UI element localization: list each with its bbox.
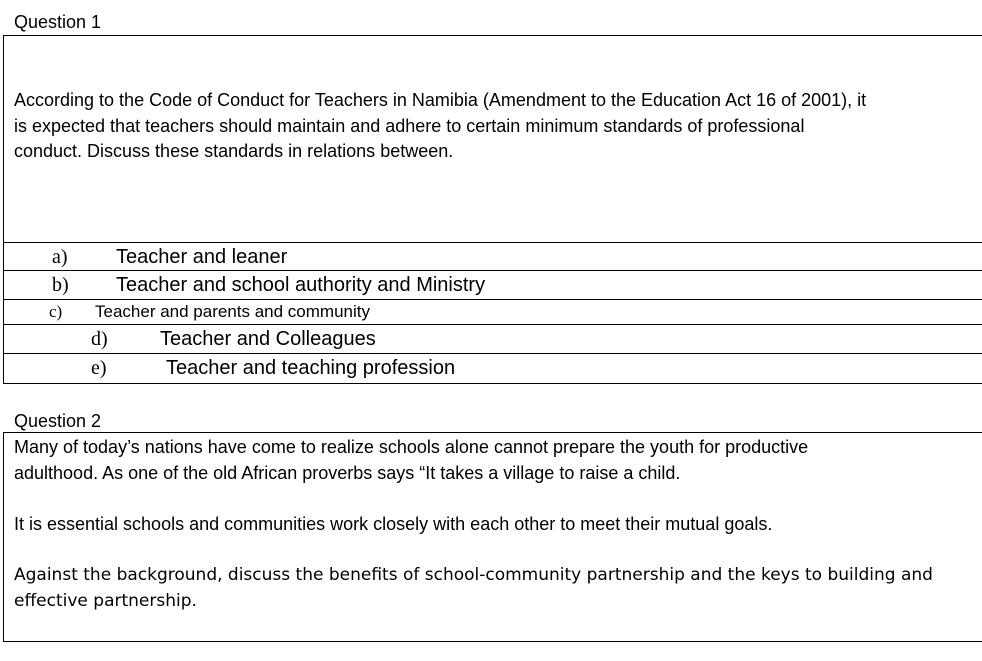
prompt-line: is expected that teachers should maintain and adhere to certain minimum standards of professional: [14, 115, 805, 136]
item-letter: e): [91, 357, 107, 379]
prompt-line: conduct. Discuss these standards in relations between.: [14, 141, 454, 161]
item-text: Teacher and parents and community: [95, 302, 370, 321]
question-2-box: [3, 432, 982, 642]
question-1-box: [3, 35, 982, 384]
item-letter: a): [52, 246, 68, 268]
list-item: [4, 242, 982, 271]
item-text: Teacher and leaner: [116, 246, 288, 268]
list-item: [4, 353, 982, 384]
item-letter: b): [52, 274, 69, 296]
question-2-paragraph-2: It is essential schools and communities work closely with each other to meet their mutual goals.: [14, 514, 773, 534]
list-item: [4, 324, 982, 354]
item-text: Teacher and teaching profession: [166, 357, 456, 379]
question-1-prompt: [14, 88, 866, 165]
item-letter: d): [91, 328, 108, 350]
item-text: Teacher and school authority and Ministry: [116, 274, 486, 296]
paragraph-line: adulthood. As one of the old African proverbs says “It takes a village to raise a child.: [14, 462, 681, 483]
item-text: Teacher and Colleagues: [160, 328, 376, 350]
paragraph-line: Many of today’s nations have come to realize schools alone cannot prepare the youth for productive: [14, 437, 809, 457]
list-item: [4, 270, 982, 300]
question-2-paragraph-3: [14, 563, 933, 614]
item-letter: c): [49, 302, 63, 321]
question-2-heading: Question 2: [14, 411, 102, 431]
question-1-heading: Question 1: [14, 12, 102, 32]
list-item: [4, 299, 982, 325]
paragraph-line: effective partnership.: [14, 590, 197, 611]
question-2-paragraph-1: [14, 435, 808, 486]
prompt-line: According to the Code of Conduct for Teachers in Namibia (Amendment to the Education Act 16 of 2001), it: [14, 90, 867, 110]
paragraph-line: Against the background, discuss the benefits of school-community partnership and the keys to building and: [14, 565, 933, 585]
